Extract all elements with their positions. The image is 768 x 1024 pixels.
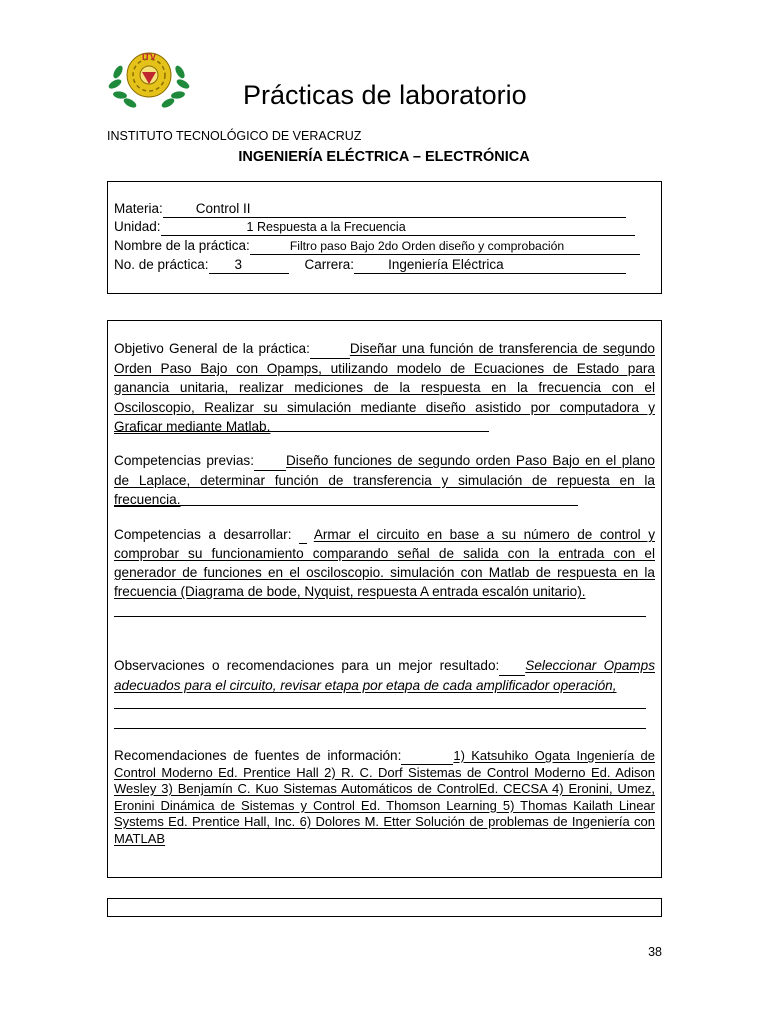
materia-row — [114, 200, 626, 218]
desarrollar-blank-line — [114, 616, 646, 617]
fuentes-text: 1) Katsuhiko Ogata Ingeniería de Control Moderno Ed. Prentice Hall 2) R. C. Dorf Sistemas de Control Moderno Ed. Adison Wesley 3) Benjamín C. Kuo Sistemas Automáticos de ControlEd. CECSA 4) Eronini, Umez, Eronini Dinámica de Sistemas y Control Ed. Thomson Learning 5) Thomas Kailath Linear Systems Ed. Prentice Hall, Inc. 6) Dolores M. Etter Solución de problemas de Ingeniería con MATLAB — [114, 748, 655, 846]
nombre-row — [114, 237, 640, 255]
page-number: 38 — [648, 945, 662, 959]
observaciones-blank-line-2 — [114, 728, 646, 729]
seal-lettering: ITV — [141, 52, 157, 62]
objetivo-label: Objetivo General de la práctica: — [114, 341, 310, 356]
previas-section — [114, 451, 655, 510]
fuentes-section — [114, 748, 655, 847]
unidad-value: 1 Respuesta a la Frecuencia — [161, 219, 635, 236]
objetivo-blank-line — [114, 431, 489, 432]
numero-value: 3 — [209, 257, 289, 274]
observaciones-section — [114, 656, 655, 695]
numero-label: No. de práctica: — [114, 257, 209, 272]
previas-label: Competencias previas: — [114, 453, 254, 468]
carrera-value: Ingeniería Eléctrica — [354, 257, 626, 274]
career-heading: INGENIERÍA ELÉCTRICA – ELECTRÓNICA — [238, 149, 530, 165]
objetivo-text: Diseñar una función de transferencia de segundo Orden Paso Bajo con Opamps, utilizando modelo de Ecuaciones de Estado para ganancia unitaria, realizar mediciones de la respuesta en la frecuencia con el Osciloscopio, Realizar su simulación mediante diseño asistido por computadora y Graficar mediante Matlab. — [114, 341, 655, 434]
nombre-label: Nombre de la práctica: — [114, 238, 250, 253]
desarrollar-gap — [299, 543, 307, 544]
previas-blank-line — [114, 505, 578, 506]
observaciones-text: Seleccionar Opamps adecuados para el circuito, revisar etapa por etapa de cada amplificador operación, — [114, 658, 655, 693]
empty-footer-box — [107, 898, 662, 917]
carrera-label: Carrera: — [304, 257, 355, 272]
observaciones-gap — [499, 675, 525, 676]
objetivo-gap — [310, 358, 350, 359]
observaciones-blank-line-1 — [114, 708, 646, 709]
institution-name: INSTITUTO TECNOLÓGICO DE VERACRUZ — [107, 129, 362, 143]
previas-text: Diseño funciones de segundo orden Paso Bajo en el plano de Laplace, determinar función de transferencia y simulación de repuesta en la frecuencia. — [114, 453, 655, 507]
desarrollar-label: Competencias a desarrollar: — [114, 527, 292, 542]
document-title: Prácticas de laboratorio — [243, 80, 527, 110]
observaciones-label: Observaciones o recomendaciones para un mejor resultado: — [114, 658, 500, 673]
desarrollar-text: Armar el circuito en base a su número de control y comprobar su funcionamiento comparando señal de salida con la entrada con el generador de funciones en el osciloscopio. simulación con Matlab de respuesta en la frecuencia (Diagrama de bode, Nyquist, respuesta A entrada escalón unitario). — [114, 527, 655, 599]
desarrollar-section — [114, 525, 655, 601]
nombre-value: Filtro paso Bajo 2do Orden diseño y comprobación — [250, 238, 640, 255]
itv-logo — [106, 42, 192, 112]
materia-label: Materia: — [114, 201, 163, 216]
fuentes-label: Recomendaciones de fuentes de información: — [114, 748, 402, 763]
unidad-label: Unidad: — [114, 219, 161, 234]
objetivo-section — [114, 339, 655, 437]
numero-row — [114, 256, 626, 274]
unidad-row — [114, 218, 635, 236]
previas-gap — [254, 470, 286, 471]
materia-value: Control II — [163, 201, 626, 218]
